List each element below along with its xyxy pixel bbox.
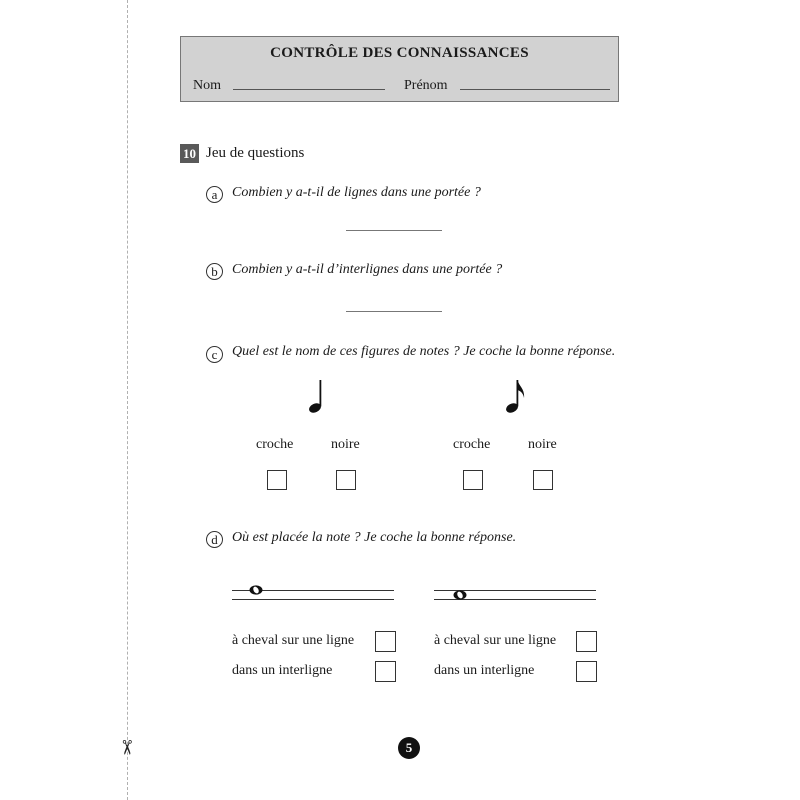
scissors-icon: ✂ xyxy=(114,739,137,756)
c-group2-noire-checkbox[interactable] xyxy=(533,470,553,490)
d-group2-option1-label: à cheval sur une ligne xyxy=(434,633,557,648)
quarter-note-icon xyxy=(300,376,330,416)
whole-note-on-line-icon xyxy=(246,583,266,597)
question-b-text: Combien y a-t-il d’interlignes dans une portée ? xyxy=(232,262,503,277)
nom-underline[interactable] xyxy=(233,88,385,90)
section-title: Jeu de questions xyxy=(206,145,305,161)
page-title: CONTRÔLE DES CONNAISSANCES xyxy=(270,45,529,61)
whole-note-in-space-icon xyxy=(450,588,470,602)
d-group2-line-checkbox[interactable] xyxy=(576,631,597,652)
c-group1-option2-label: noire xyxy=(331,437,360,452)
c-group1-noire-checkbox[interactable] xyxy=(336,470,356,490)
nom-field[interactable] xyxy=(193,78,385,94)
section-number: 10 xyxy=(180,144,199,163)
question-b-letter: b xyxy=(206,263,223,280)
c-group1-croche-checkbox[interactable] xyxy=(267,470,287,490)
prenom-field[interactable] xyxy=(404,78,610,94)
prenom-underline[interactable] xyxy=(460,88,610,90)
d-group2-option2-label: dans un interligne xyxy=(434,663,535,678)
prenom-label: Prénom xyxy=(404,78,448,93)
c-group2-option2-label: noire xyxy=(528,437,557,452)
header-box xyxy=(180,36,619,102)
question-d-text: Où est placée la note ? Je coche la bonne réponse. xyxy=(232,530,517,545)
question-d-letter: d xyxy=(206,531,223,548)
question-c-letter: c xyxy=(206,346,223,363)
d-group2-space-checkbox[interactable] xyxy=(576,661,597,682)
question-a-letter: a xyxy=(206,186,223,203)
question-c-text: Quel est le nom de ces figures de notes ? Je coche la bonne réponse. xyxy=(232,344,616,359)
nom-label: Nom xyxy=(193,78,221,93)
page-number: 5 xyxy=(398,737,420,759)
d-group1-option2-label: dans un interligne xyxy=(232,663,333,678)
question-a-text: Combien y a-t-il de lignes dans une portée ? xyxy=(232,185,481,200)
c-group2-option1-label: croche xyxy=(453,437,491,452)
cut-line xyxy=(127,0,128,800)
c-group1-option1-label: croche xyxy=(256,437,294,452)
question-b-answer-line[interactable] xyxy=(346,311,442,312)
d-group1-option1-label: à cheval sur une ligne xyxy=(232,633,355,648)
d-group1-space-checkbox[interactable] xyxy=(375,661,396,682)
question-a-answer-line[interactable] xyxy=(346,230,442,231)
c-group2-croche-checkbox[interactable] xyxy=(463,470,483,490)
staff1-line-bottom xyxy=(232,599,394,600)
d-group1-line-checkbox[interactable] xyxy=(375,631,396,652)
eighth-note-icon xyxy=(497,376,531,416)
